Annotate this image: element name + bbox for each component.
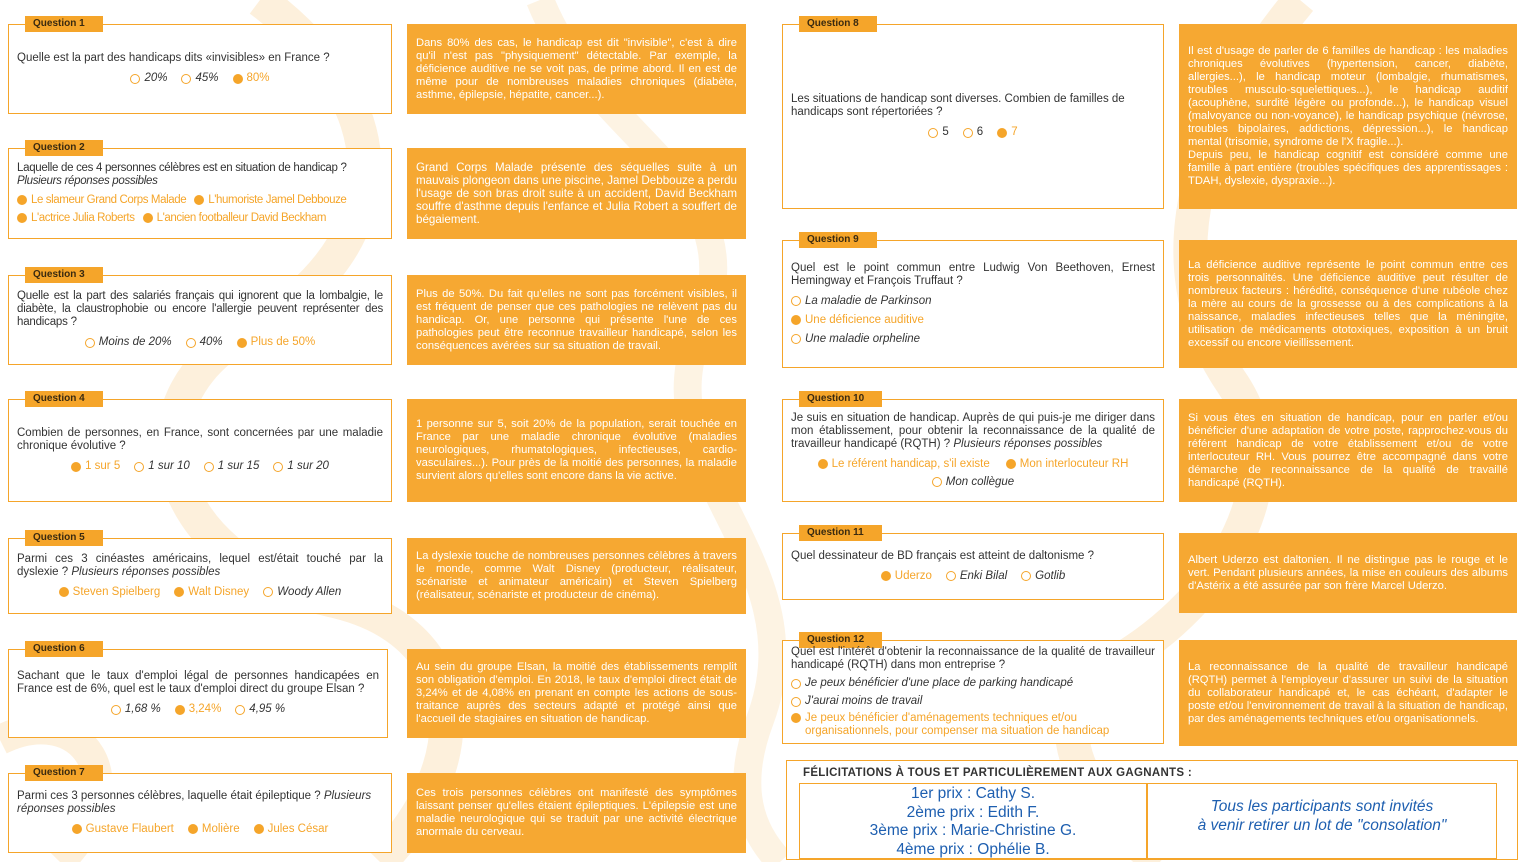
question-tag: Question 7 [25, 765, 103, 781]
answer-box-3: Plus de 50%. Du fait qu'elles ne sont pas forcément visibles, il est fréquent de penser que ces pathologies ne relèvent pas du handicap. Or, une personne qui présente l'une de ces pathologies peut être reconnue travailleur handicapé, selon les conséquences avérées sur sa situation de travail. [407, 275, 746, 365]
radio-filled-icon [254, 824, 264, 834]
radio-filled-icon [188, 824, 198, 834]
option-correct[interactable]: Plus de 50% [237, 335, 316, 350]
question-card-9 [782, 234, 1164, 368]
question-card-2 [8, 142, 392, 239]
radio-icon [186, 338, 196, 348]
option-correct[interactable]: Steven Spielberg [59, 585, 161, 600]
option-correct[interactable]: Uderzo [881, 569, 932, 584]
congratulations-title: FÉLICITATIONS À TOUS ET PARTICULIÈREMENT AUX GAGNANTS : [803, 767, 1192, 779]
question-tag: Question 10 [799, 391, 882, 407]
question-text: Parmi ces 3 personnes célèbres, laquelle était épileptique ? Plusieurs réponses possibles [17, 789, 372, 815]
prize-list [799, 783, 1147, 859]
option-correct[interactable]: 3,24% [175, 702, 222, 717]
option-correct[interactable]: Le référent handicap, s'il existe [818, 457, 990, 472]
answer-options [17, 822, 383, 837]
prize-4: 4ème prix : Ophélie B. [896, 840, 1050, 858]
question-text: Les situations de handicap sont diverses. Combien de familles de handicaps sont répertoriées ? [791, 93, 1125, 118]
radio-icon [263, 587, 273, 597]
answer-box-11: Albert Uderzo est daltonien. Il ne distingue pas le rouge et le vert. Pendant plusieurs années, la mise en couleurs des albums d'Astérix a été assurée par son frère Marcel Uderzo. [1179, 533, 1517, 613]
option-correct[interactable]: Walt Disney [174, 585, 249, 600]
answer-options [17, 335, 383, 350]
radio-filled-icon [818, 459, 828, 469]
question-tag: Question 6 [25, 641, 103, 657]
option-correct[interactable]: Jules César [254, 822, 329, 837]
radio-icon [181, 74, 191, 84]
question-tag: Question 4 [25, 391, 103, 407]
question-text: Combien de personnes, en France, sont concernées par une maladie chronique évolutive ? [17, 427, 383, 452]
option-correct[interactable]: Je peux bénéficier d'aménagements techniques et/ou organisationnels, pour compenser ma situation de handicap [791, 712, 1155, 738]
radio-filled-icon [881, 571, 891, 581]
option[interactable]: Woody Allen [263, 585, 341, 600]
radio-icon [791, 296, 801, 306]
question-card-5 [8, 532, 392, 614]
consolation-invite [1147, 783, 1497, 859]
question-tag: Question 11 [799, 525, 882, 541]
radio-icon [791, 334, 801, 344]
answer-options [17, 193, 383, 226]
radio-icon [946, 571, 956, 581]
option[interactable]: Je peux bénéficier d'une place de parking handicapé [791, 676, 1073, 691]
radio-filled-icon [1006, 459, 1016, 469]
radio-icon [963, 128, 973, 138]
answer-options [17, 459, 383, 474]
option[interactable]: Moins de 20% [85, 335, 172, 350]
radio-filled-icon [174, 587, 184, 597]
option[interactable]: 6 [963, 125, 983, 140]
option-correct[interactable]: L'humoriste Jamel Debbouze [194, 193, 346, 208]
congratulations-panel [786, 760, 1518, 860]
option-correct[interactable]: 1 sur 5 [71, 459, 120, 474]
question-card-8 [782, 18, 1164, 209]
option-correct[interactable]: Mon interlocuteur RH [1006, 457, 1129, 472]
answer-box-12: La reconnaissance de la qualité de travailleur handicapé (RQTH) permet à l'employeur d'assurer un suivi de la situation du collaborateur handicapé et, le cas échéant, d'adapter le poste et/ou l'environnement de travail à la situation de handicap, par des aménagements techniques et/ou organisationnels. [1179, 640, 1517, 746]
question-tag: Question 12 [799, 632, 882, 648]
prize-2: 2ème prix : Edith F. [906, 803, 1040, 821]
option[interactable]: 1 sur 15 [204, 459, 260, 474]
question-tag: Question 9 [799, 232, 877, 248]
option[interactable]: Gotlib [1021, 569, 1065, 584]
answer-box-9: La déficience auditive représente le point commun entre ces trois personnalités. Une déficience auditive peut résulter de nombreux facteurs : hérédité, conséquence d'une rubéole chez la mère au cours de la grossesse ou à des complications à la naissance, maladies infectieuses telles que la méningite, utilisation de médicaments ototoxiques, exposition à un bruit excessif ou encore vieillissement. [1179, 240, 1517, 368]
radio-filled-icon [791, 713, 801, 723]
invite-line-2: à venir retirer un lot de "consolation" [1197, 817, 1447, 834]
option-correct[interactable]: 80% [233, 71, 270, 86]
radio-filled-icon [17, 213, 27, 223]
question-card-10 [782, 393, 1164, 502]
radio-icon [204, 462, 214, 472]
option-correct[interactable]: Molière [188, 822, 240, 837]
radio-icon [932, 477, 942, 487]
answer-box-10: Si vous êtes en situation de handicap, pour en parler et/ou bénéficier d'une adaptation de votre poste, rapprochez-vous du référent handicap de votre établissement et/ou de votre interlocuteur RH. Vous pourrez être accompagné dans votre démarche de reconnaissance de la qualité de travaillé handicapé (RQTH). [1179, 399, 1517, 502]
answer-box-7: Ces trois personnes célèbres ont manifesté des symptômes laissant penser qu'elles étaient épileptiques. L'épilepsie est une maladie neurologique qui se traduit par une activité électrique anormale du cerveau. [407, 773, 746, 853]
answer-options [17, 702, 379, 717]
radio-icon [134, 462, 144, 472]
question-text: Quel est le point commun entre Ludwig Von Beethoven, Ernest Hemingway et François Truffaut ? [791, 261, 1155, 287]
question-text: Je suis en situation de handicap. Auprès de qui puis-je me diriger dans mon établissement, pour obtenir la reconnaissance de la qualité de travailleur handicapé (RQTH) ? Plusieurs réponses possibles [791, 411, 1155, 450]
answer-options [791, 676, 1155, 738]
question-tag: Question 8 [799, 16, 877, 32]
question-tag: Question 3 [25, 267, 103, 283]
question-tag: Question 5 [25, 530, 103, 546]
option[interactable]: 1 sur 20 [273, 459, 329, 474]
option[interactable]: 1,68 % [111, 702, 161, 717]
question-card-4 [8, 393, 392, 502]
radio-filled-icon [143, 213, 153, 223]
option[interactable]: Une maladie orpheline [791, 332, 920, 347]
question-tag: Question 2 [25, 140, 103, 156]
option[interactable]: Enki Bilal [946, 569, 1007, 584]
question-text: Parmi ces 3 cinéastes américains, lequel est/était touché par la dyslexie ? Plusieurs réponses possibles [17, 552, 383, 578]
radio-filled-icon [17, 195, 27, 205]
radio-filled-icon [71, 462, 81, 472]
radio-icon [235, 705, 245, 715]
question-card-6 [8, 643, 388, 738]
invite-line-1: Tous les participants sont invités [1210, 798, 1434, 815]
radio-filled-icon [59, 587, 69, 597]
question-card-7 [8, 767, 392, 853]
option-correct[interactable]: 7 [997, 125, 1017, 140]
radio-icon [1021, 571, 1031, 581]
radio-icon [928, 128, 938, 138]
prize-3: 3ème prix : Marie-Christine G. [869, 822, 1077, 839]
option[interactable]: 40% [186, 335, 223, 350]
option[interactable]: La maladie de Parkinson [791, 294, 932, 309]
prize-1: 1er prix : Cathy S. [910, 785, 1036, 802]
option-correct[interactable]: Une déficience auditive [791, 313, 924, 328]
radio-filled-icon [237, 338, 247, 348]
question-text: Quel dessinateur de BD français est atteint de daltonisme ? [791, 549, 1095, 562]
radio-filled-icon [194, 195, 204, 205]
question-text: Quelle est la part des salariés français qui ignorent que la lombalgie, le diabète, la claustrophobie ou encore l'allergie peuvent représenter des handicaps ? [17, 290, 383, 328]
question-card-11 [782, 527, 1164, 600]
radio-icon [273, 462, 283, 472]
radio-filled-icon [72, 824, 82, 834]
option-correct[interactable]: L'actrice Julia Roberts [17, 211, 135, 226]
answer-options [791, 294, 1155, 347]
radio-filled-icon [175, 705, 185, 715]
answer-box-2: Grand Corps Malade présente des séquelles suite à un mauvais plongeon dans une piscine, Jamel Debbouze a perdu l'usage de son bras droit suite à un accident, David Beckham souffre d'asthme depuis l'enfance et Julia Robert a souffert de bégaiement. [407, 148, 746, 239]
option[interactable]: 45% [181, 71, 218, 86]
question-card-1 [8, 18, 392, 114]
option[interactable]: 5 [928, 125, 948, 140]
radio-filled-icon [997, 128, 1007, 138]
radio-filled-icon [791, 315, 801, 325]
radio-icon [85, 338, 95, 348]
option[interactable]: J'aurai moins de travail [791, 694, 922, 709]
answer-box-4: 1 personne sur 5, soit 20% de la population, serait touchée en France par une maladie chronique évolutive (maladies neurologiques, rhumatologiques, infectieuses, cardio-vasculaires...). Pour près de la moitié des personnes, la maladie survient alors qu'elles sont encore dans la vie active. [407, 399, 746, 502]
radio-icon [130, 74, 140, 84]
option[interactable]: 20% [130, 71, 167, 86]
option[interactable]: 1 sur 10 [134, 459, 190, 474]
answer-box-8: Il est d'usage de parler de 6 familles de handicap : les maladies chroniques évolutives (hypertension, cancer, diabète, allergies...), le handicap moteur (lombalgie, rhumatismes, troubles musculo-squelettiques...), le handicap auditif (acouphène, surdité légère ou profonde...), le handicap visuel (malvoyance ou non-voyance), le handicap psychique (névrose, troubles bipolaires, addictions, dépression...), le handicap mental (trisomie, syndrome de l'X fragile...). Depuis peu, le handicap cognitif est considéré comme une famille à part entière (troubles spécifiques des apprentissages : TDAH, dyslexie, dyspraxie...). [1179, 24, 1517, 209]
answer-options [791, 457, 1155, 490]
radio-icon [111, 705, 121, 715]
radio-filled-icon [233, 74, 243, 84]
question-card-12 [782, 634, 1164, 744]
answer-options [791, 125, 1155, 140]
question-text: Quelle est la part des handicaps dits «invisibles» en France ? [17, 52, 330, 64]
answer-box-5: La dyslexie touche de nombreuses personnes célèbres à travers le monde, comme Walt Disney (producteur, réalisateur, scénariste et animateur américain) et Steven Spielberg (réalisateur, scénariste et producteur de cinéma). [407, 538, 746, 614]
question-card-3 [8, 269, 392, 365]
option[interactable]: 4,95 % [235, 702, 285, 717]
question-tag: Question 1 [25, 16, 103, 32]
answer-options [17, 71, 383, 86]
question-text: Laquelle de ces 4 personnes célèbres est en situation de handicap ? Plusieurs réponses possibles [17, 161, 347, 187]
radio-icon [791, 679, 801, 689]
option-correct[interactable]: Gustave Flaubert [72, 822, 174, 837]
answer-box-1: Dans 80% des cas, le handicap est dit "invisible", c'est à dire qu'il n'est pas "physiquement" détectable. Par exemple, la déficience auditive ne se voit pas, de prime abord. Il en est de même pour de nombreuses maladies chroniques (diabète, asthme, épilepsie, hépatite, cancer...). [407, 24, 746, 114]
question-text: Sachant que le taux d'emploi légal de personnes handicapées en France est de 6%, quel est le taux d'emploi direct du groupe Elsan ? [17, 670, 379, 695]
option-correct[interactable]: Le slameur Grand Corps Malade [17, 193, 186, 208]
answer-options [791, 569, 1155, 584]
option[interactable]: Mon collègue [932, 475, 1014, 490]
answer-box-6: Au sein du groupe Elsan, la moitié des établissements remplit son obligation d'emploi. En 2018, le taux d'emploi direct était de 3,24% et de 4,08% en prenant en compte les actions de sous-traitance auprès des secteurs adapté et protégé ainsi que l'accueil de stagiaires en situation de handicap. [407, 649, 746, 738]
question-text: Quel est l'intérêt d'obtenir la reconnaissance de la qualité de travailleur handicapé (RQTH) dans mon entreprise ? [791, 646, 1155, 671]
option-correct[interactable]: L'ancien footballeur David Beckham [143, 211, 327, 226]
radio-icon [791, 697, 801, 707]
answer-options [17, 585, 383, 600]
